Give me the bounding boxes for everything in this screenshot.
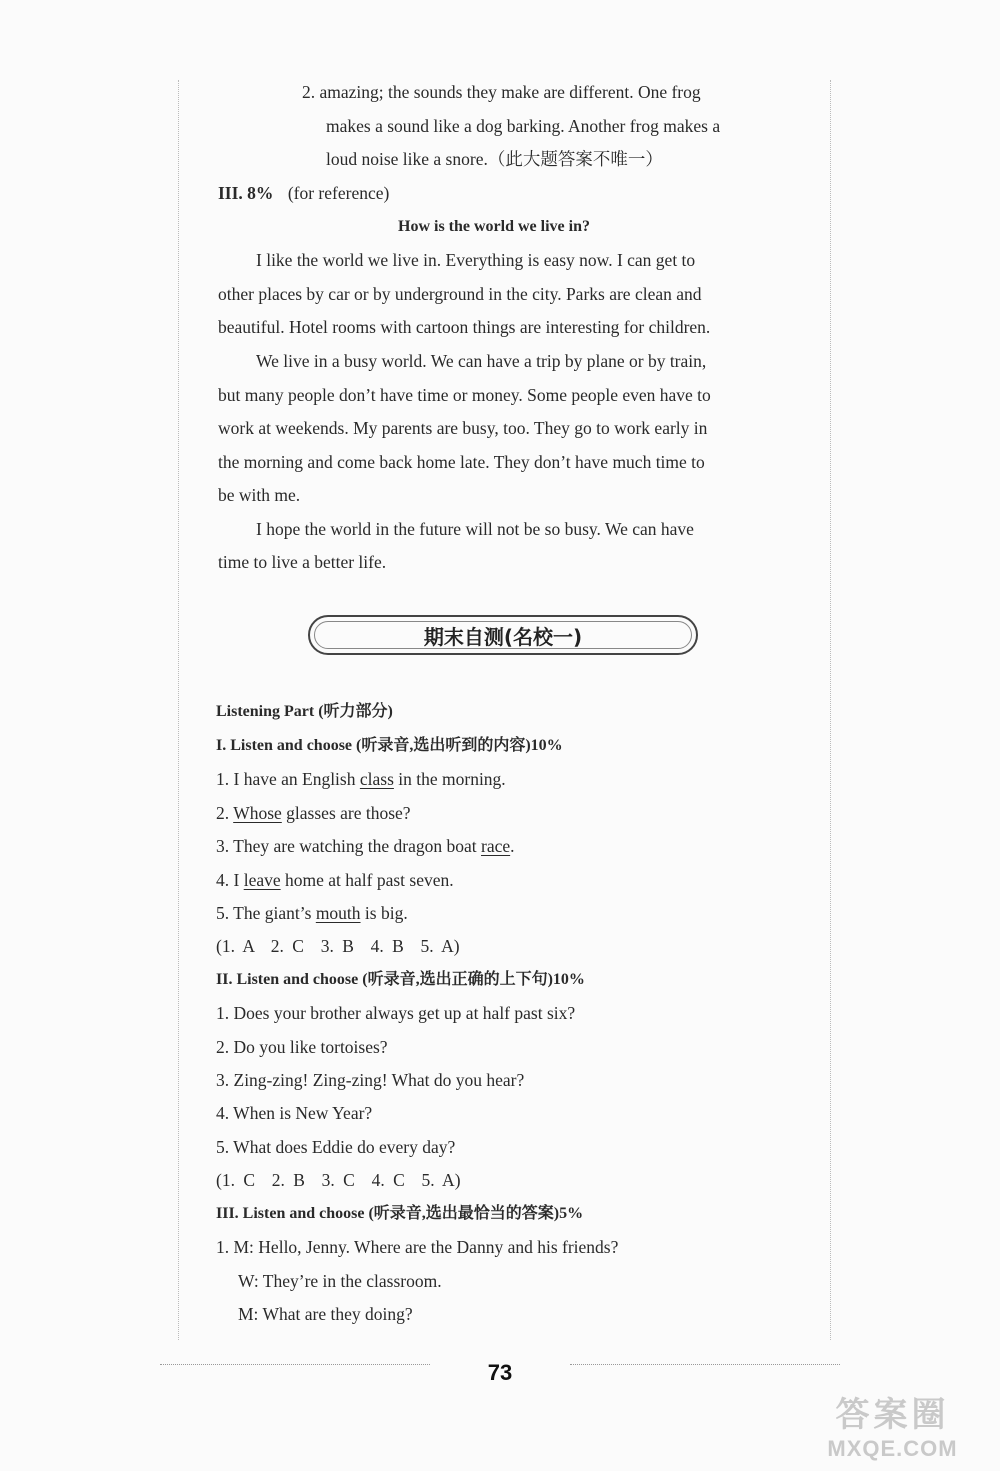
footer-rule-right	[570, 1364, 840, 1365]
site-watermark	[790, 1395, 995, 1471]
section2-item: 5. What does Eddie do every day?	[216, 1137, 456, 1157]
test-title: 期末自测(名校一)	[423, 624, 583, 649]
section1-item: 1. I have an English class in the morning.	[216, 769, 506, 789]
essay-title: How is the world we live in?	[398, 218, 590, 235]
section2-heading: II. Listen and choose (听录音,选出正确的上下句)10%	[216, 971, 585, 988]
section1-item: 3. They are watching the dragon boat race.	[216, 836, 515, 856]
section1-item: 4. I leave home at half past seven.	[216, 870, 454, 890]
test-title-banner	[308, 615, 698, 655]
left-margin-rule	[178, 80, 179, 1340]
answer-line: makes a sound like a dog barking. Another frog makes a	[326, 116, 721, 136]
essay-line: be with me.	[218, 485, 301, 505]
section1-item: 2. Whose glasses are those?	[216, 803, 411, 823]
page-number: 73	[487, 1360, 513, 1385]
watermark-url: MXQE.COM	[827, 1436, 958, 1461]
dialogue-line: 1. M: Hello, Jenny. Where are the Danny and his friends?	[216, 1237, 619, 1257]
essay-line: time to live a better life.	[218, 552, 387, 572]
section1-heading: I. Listen and choose (听录音,选出听到的内容)10%	[216, 737, 563, 754]
essay-line: I hope the world in the future will not be so busy. We can have	[256, 519, 694, 539]
section-label: III. 8%	[218, 183, 274, 203]
section1-answers: (1. A 2. C 3. B 4. B 5. A)	[216, 936, 460, 956]
section1-item: 5. The giant’s mouth is big.	[216, 903, 408, 923]
answer-line: loud noise like a snore.（此大题答案不唯一）	[326, 149, 663, 169]
essay-line: I like the world we live in. Everything is easy now. I can get to	[256, 250, 696, 270]
essay-line: beautiful. Hotel rooms with cartoon things are interesting for children.	[218, 317, 711, 337]
essay-line: the morning and come back home late. They don’t have much time to	[218, 452, 705, 472]
dialogue-line: W: They’re in the classroom.	[238, 1271, 442, 1291]
section3-heading: III. Listen and choose (听录音,选出最恰当的答案)5%	[216, 1205, 584, 1222]
listening-part-heading: Listening Part (听力部分)	[216, 703, 393, 720]
essay-line: We live in a busy world. We can have a trip by plane or by train,	[256, 351, 707, 371]
right-margin-rule	[830, 80, 831, 1340]
essay-line: work at weekends. My parents are busy, too. They go to work early in	[218, 418, 708, 438]
answer-line: 2. amazing; the sounds they make are different. One frog	[302, 82, 701, 102]
section2-answers: (1. C 2. B 3. C 4. C 5. A)	[216, 1170, 461, 1190]
essay-line: other places by car or by underground in the city. Parks are clean and	[218, 284, 702, 304]
section-heading	[218, 181, 389, 205]
footer-rule-left	[160, 1364, 430, 1365]
section2-item: 1. Does your brother always get up at half past six?	[216, 1003, 576, 1023]
section-note: (for reference)	[287, 183, 390, 203]
essay-line: but many people don’t have time or money. Some people even have to	[218, 385, 711, 405]
section2-item: 4. When is New Year?	[216, 1103, 373, 1123]
watermark-logo-text: 答案圈	[835, 1396, 950, 1434]
section2-item: 2. Do you like tortoises?	[216, 1037, 388, 1057]
section2-item: 3. Zing-zing! Zing-zing! What do you hear?	[216, 1070, 525, 1090]
dialogue-line: M: What are they doing?	[238, 1304, 413, 1324]
